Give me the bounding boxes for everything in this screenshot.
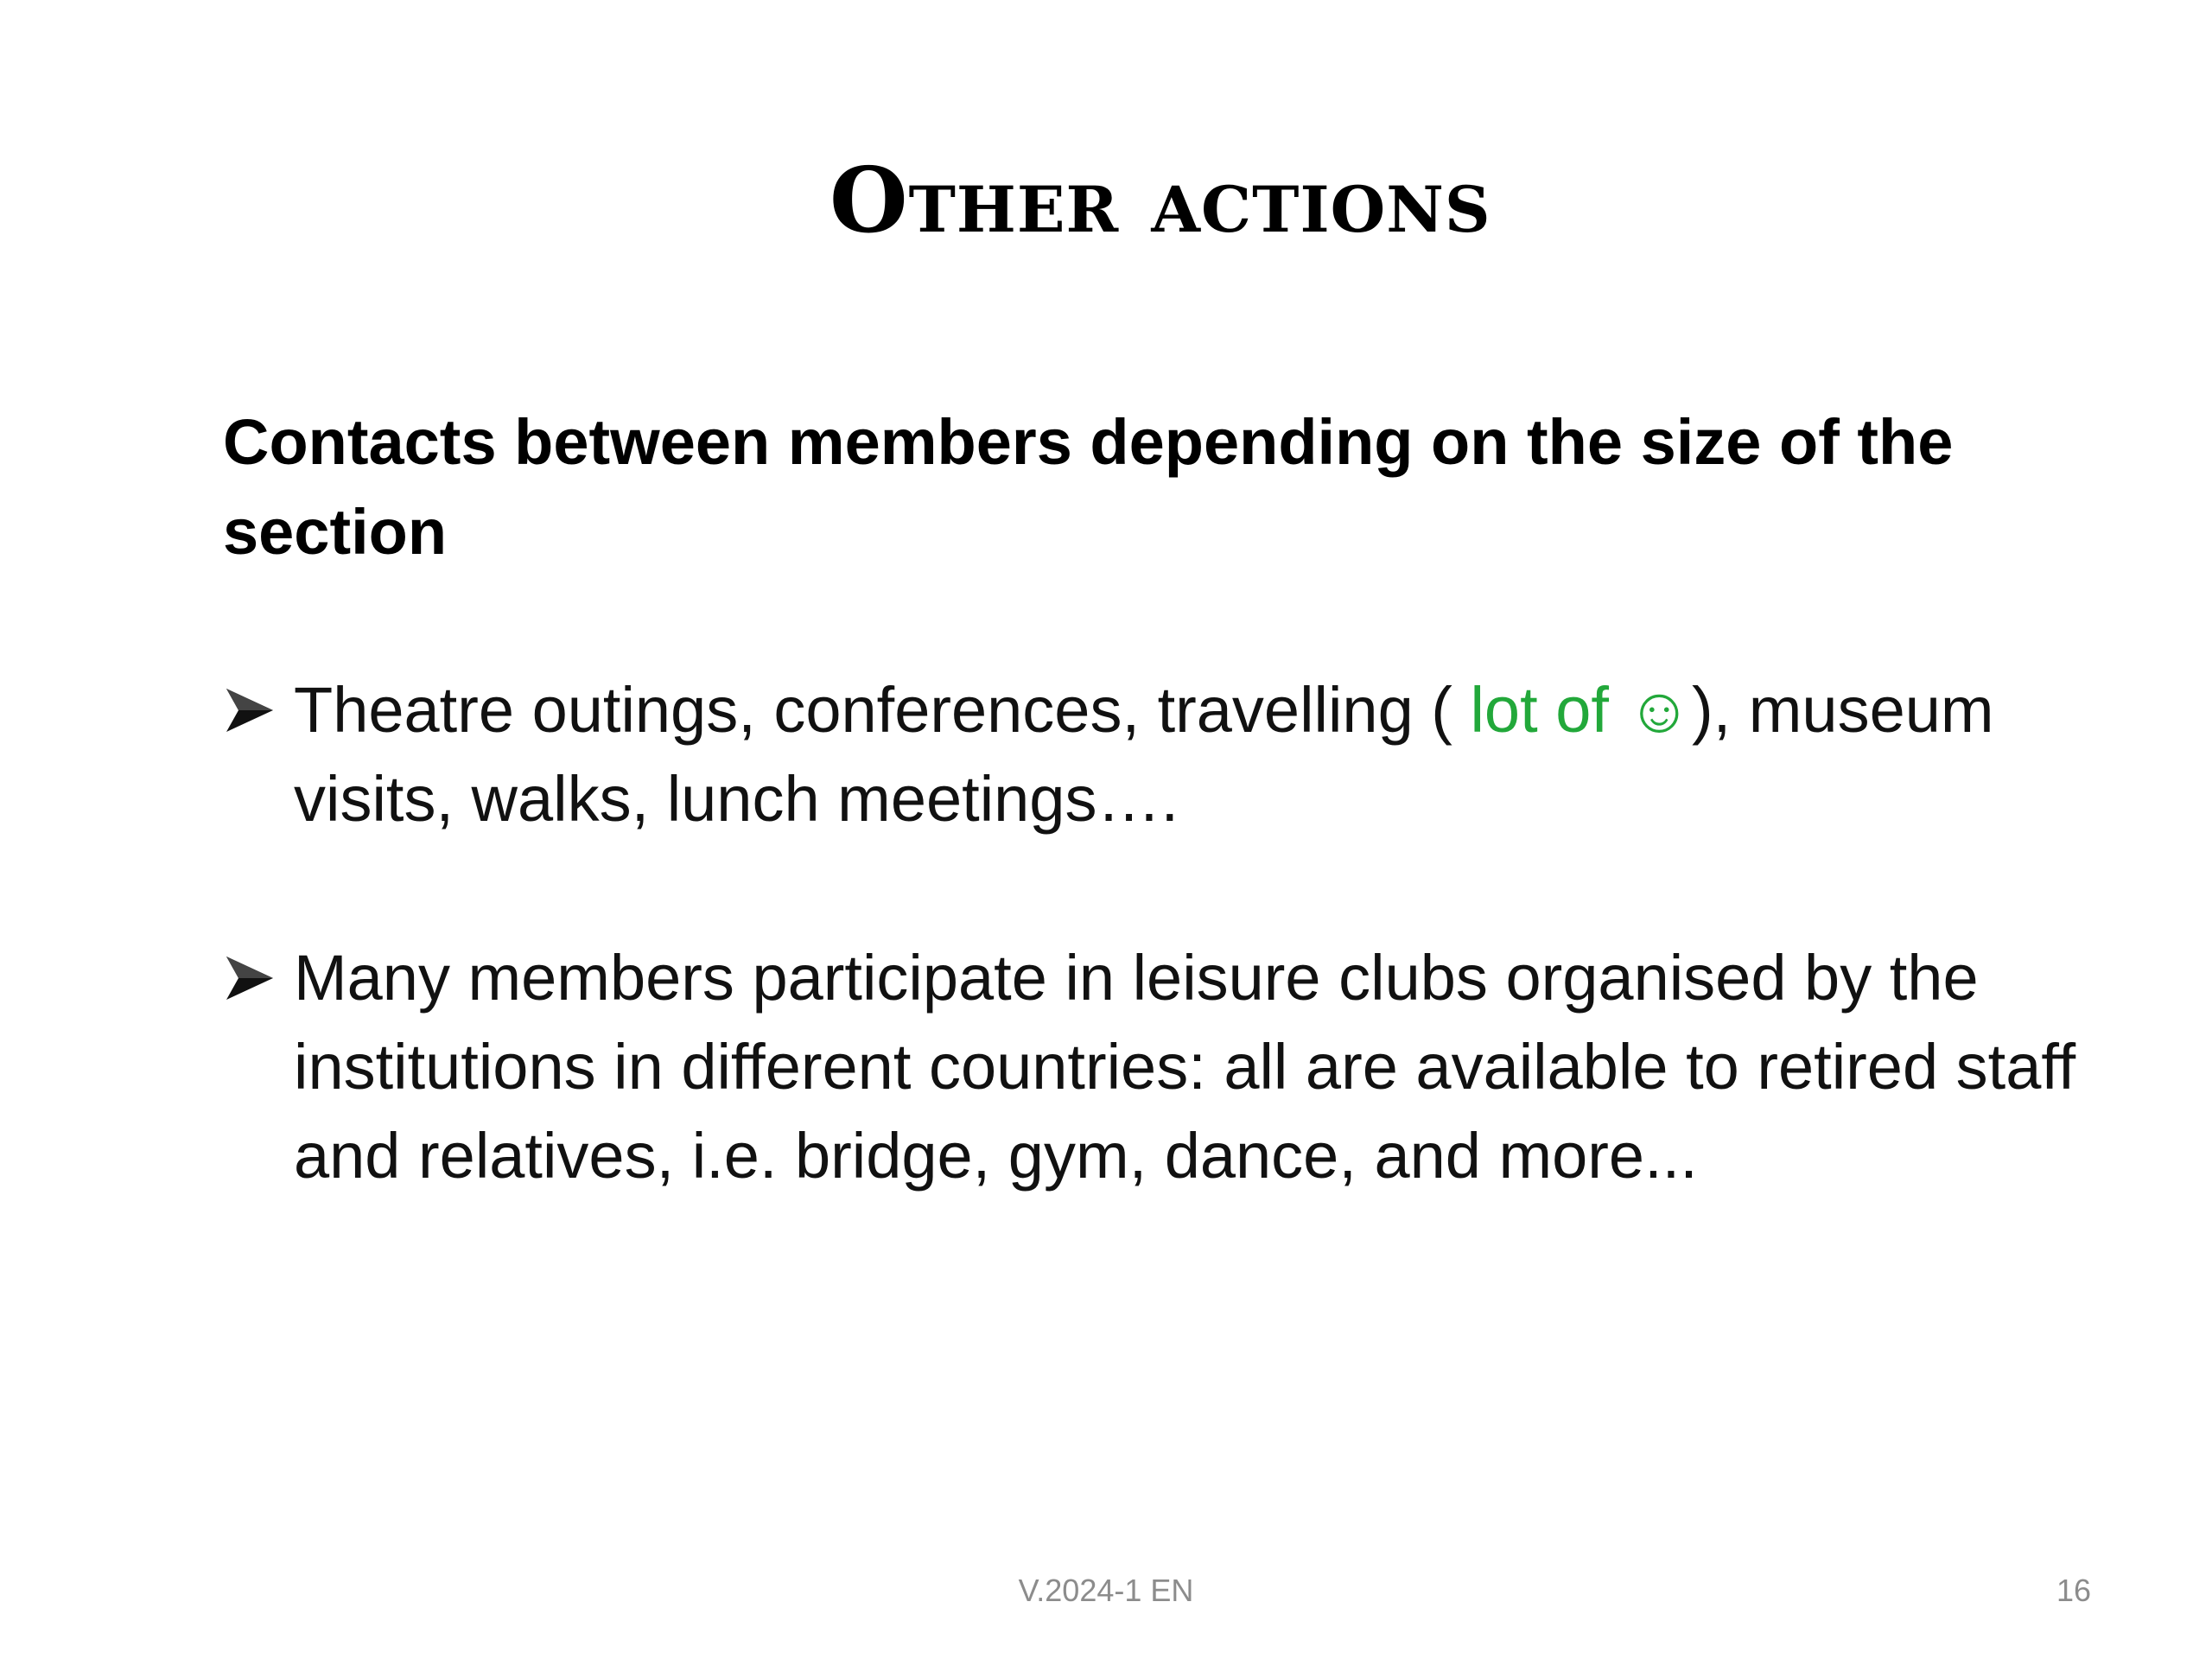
- slide-title: Other actions: [830, 147, 1491, 253]
- section-subtitle: Contacts between members depending on the size of the section: [223, 406, 1954, 568]
- footer-version: V.2024-1 EN: [1018, 1573, 1194, 1608]
- arrowhead-bullet-icon: [223, 665, 283, 754]
- arrowhead-bullet-icon: [223, 933, 283, 1022]
- bullet-item-leisure-clubs: [223, 933, 2141, 1200]
- bullet-item-outings: [223, 665, 2141, 843]
- bullet-accent-text: lot of ☺: [1470, 674, 1693, 746]
- bullet-text: Many members participate in leisure clubs organised by the institutions in different countries: all are available to retired staff and relatives, i.e. bridge, gym, dance, and more...: [294, 942, 2076, 1192]
- bullet-list: [223, 665, 2141, 1290]
- bullet-text-before: Theatre outings, conferences, travelling (: [294, 674, 1471, 746]
- page-number: 16: [2056, 1573, 2091, 1608]
- bullet-text-after: ), museum visits, walks, lunch meetings….: [294, 674, 1994, 835]
